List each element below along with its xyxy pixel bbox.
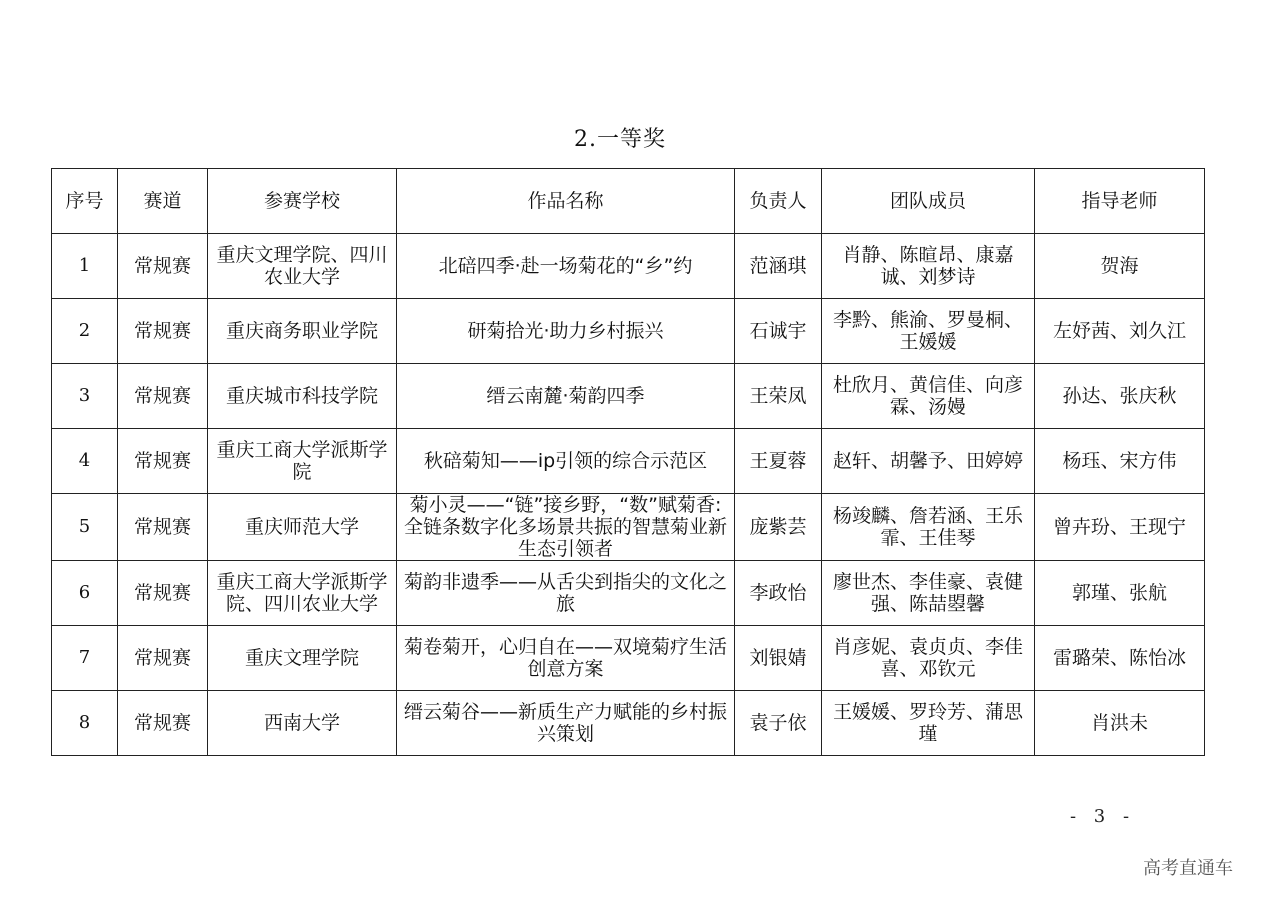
- cell-school: 重庆文理学院、四川农业大学: [208, 234, 397, 299]
- cell-seq: 8: [52, 691, 118, 756]
- header-members: 团队成员: [822, 169, 1035, 234]
- cell-advisor: 孙达、张庆秋: [1035, 364, 1205, 429]
- cell-members: 廖世杰、李佳豪、袁健强、陈喆曌馨: [822, 561, 1035, 626]
- table-header-row: [52, 169, 1205, 234]
- cell-school: 西南大学: [208, 691, 397, 756]
- cell-track: 常规赛: [118, 561, 208, 626]
- cell-seq: 3: [52, 364, 118, 429]
- cell-seq: 4: [52, 429, 118, 494]
- cell-track: 常规赛: [118, 299, 208, 364]
- cell-work: 菊韵非遗季——从舌尖到指尖的文化之旅: [397, 561, 735, 626]
- cell-work: 菊卷菊开，心归自在——双境菊疗生活创意方案: [397, 626, 735, 691]
- cell-track: 常规赛: [118, 691, 208, 756]
- table-row: [52, 299, 1205, 364]
- cell-track: 常规赛: [118, 364, 208, 429]
- cell-work: 缙云菊谷——新质生产力赋能的乡村振兴策划: [397, 691, 735, 756]
- header-advisor: 指导老师: [1035, 169, 1205, 234]
- cell-track: 常规赛: [118, 429, 208, 494]
- table-row: [52, 691, 1205, 756]
- cell-advisor: 肖洪未: [1035, 691, 1205, 756]
- table-row: [52, 429, 1205, 494]
- cell-seq: 7: [52, 626, 118, 691]
- cell-advisor: 杨珏、宋方伟: [1035, 429, 1205, 494]
- cell-work: 菊小灵——“链”接乡野，“数”赋菊香:全链条数字化多场景共振的智慧菊业新生态引领者: [397, 494, 735, 561]
- cell-work: 北碚四季·赴一场菊花的“乡”约: [397, 234, 735, 299]
- cell-work: 研菊拾光·助力乡村振兴: [397, 299, 735, 364]
- cell-members: 杜欣月、黄信佳、向彦霖、汤嫚: [822, 364, 1035, 429]
- cell-advisor: 左妤茜、刘久江: [1035, 299, 1205, 364]
- cell-advisor: 贺海: [1035, 234, 1205, 299]
- cell-school: 重庆师范大学: [208, 494, 397, 561]
- cell-school: 重庆工商大学派斯学院: [208, 429, 397, 494]
- cell-leader: 李政怡: [735, 561, 822, 626]
- cell-leader: 刘银婧: [735, 626, 822, 691]
- award-table: [51, 168, 1205, 756]
- cell-leader: 庞紫芸: [735, 494, 822, 561]
- cell-school: 重庆文理学院: [208, 626, 397, 691]
- cell-advisor: 曾卉玢、王现宁: [1035, 494, 1205, 561]
- cell-seq: 1: [52, 234, 118, 299]
- cell-members: 赵轩、胡馨予、田婷婷: [822, 429, 1035, 494]
- watermark-text: 高考直通车: [1143, 858, 1233, 879]
- table-row: [52, 626, 1205, 691]
- cell-members: 肖彦妮、袁贞贞、李佳喜、邓钦元: [822, 626, 1035, 691]
- cell-leader: 袁子依: [735, 691, 822, 756]
- page-title: 2.一等奖: [574, 127, 666, 152]
- cell-work: 秋碚菊知——ip引领的综合示范区: [397, 429, 735, 494]
- cell-members: 王媛媛、罗玲芳、蒲思瑾: [822, 691, 1035, 756]
- cell-school: 重庆城市科技学院: [208, 364, 397, 429]
- header-school: 参赛学校: [208, 169, 397, 234]
- cell-advisor: 雷璐荣、陈怡冰: [1035, 626, 1205, 691]
- cell-members: 杨竣麟、詹若涵、王乐霏、王佳琴: [822, 494, 1035, 561]
- header-track: 赛道: [118, 169, 208, 234]
- cell-leader: 王荣凤: [735, 364, 822, 429]
- table-row: [52, 561, 1205, 626]
- cell-track: 常规赛: [118, 234, 208, 299]
- table-row: [52, 494, 1205, 561]
- header-work: 作品名称: [397, 169, 735, 234]
- cell-members: 李黔、熊渝、罗曼桐、王媛媛: [822, 299, 1035, 364]
- cell-school: 重庆商务职业学院: [208, 299, 397, 364]
- cell-leader: 范涵琪: [735, 234, 822, 299]
- cell-school: 重庆工商大学派斯学院、四川农业大学: [208, 561, 397, 626]
- cell-track: 常规赛: [118, 494, 208, 561]
- cell-work: 缙云南麓·菊韵四季: [397, 364, 735, 429]
- cell-members: 肖静、陈暄昂、康嘉诚、刘梦诗: [822, 234, 1035, 299]
- table-row: [52, 234, 1205, 299]
- cell-seq: 5: [52, 494, 118, 561]
- header-seq: 序号: [52, 169, 118, 234]
- table-row: [52, 364, 1205, 429]
- cell-seq: 2: [52, 299, 118, 364]
- cell-seq: 6: [52, 561, 118, 626]
- cell-advisor: 郭瑾、张航: [1035, 561, 1205, 626]
- header-leader: 负责人: [735, 169, 822, 234]
- cell-track: 常规赛: [118, 626, 208, 691]
- cell-leader: 王夏蓉: [735, 429, 822, 494]
- page-number: - 3 -: [1070, 806, 1136, 827]
- cell-leader: 石诚宇: [735, 299, 822, 364]
